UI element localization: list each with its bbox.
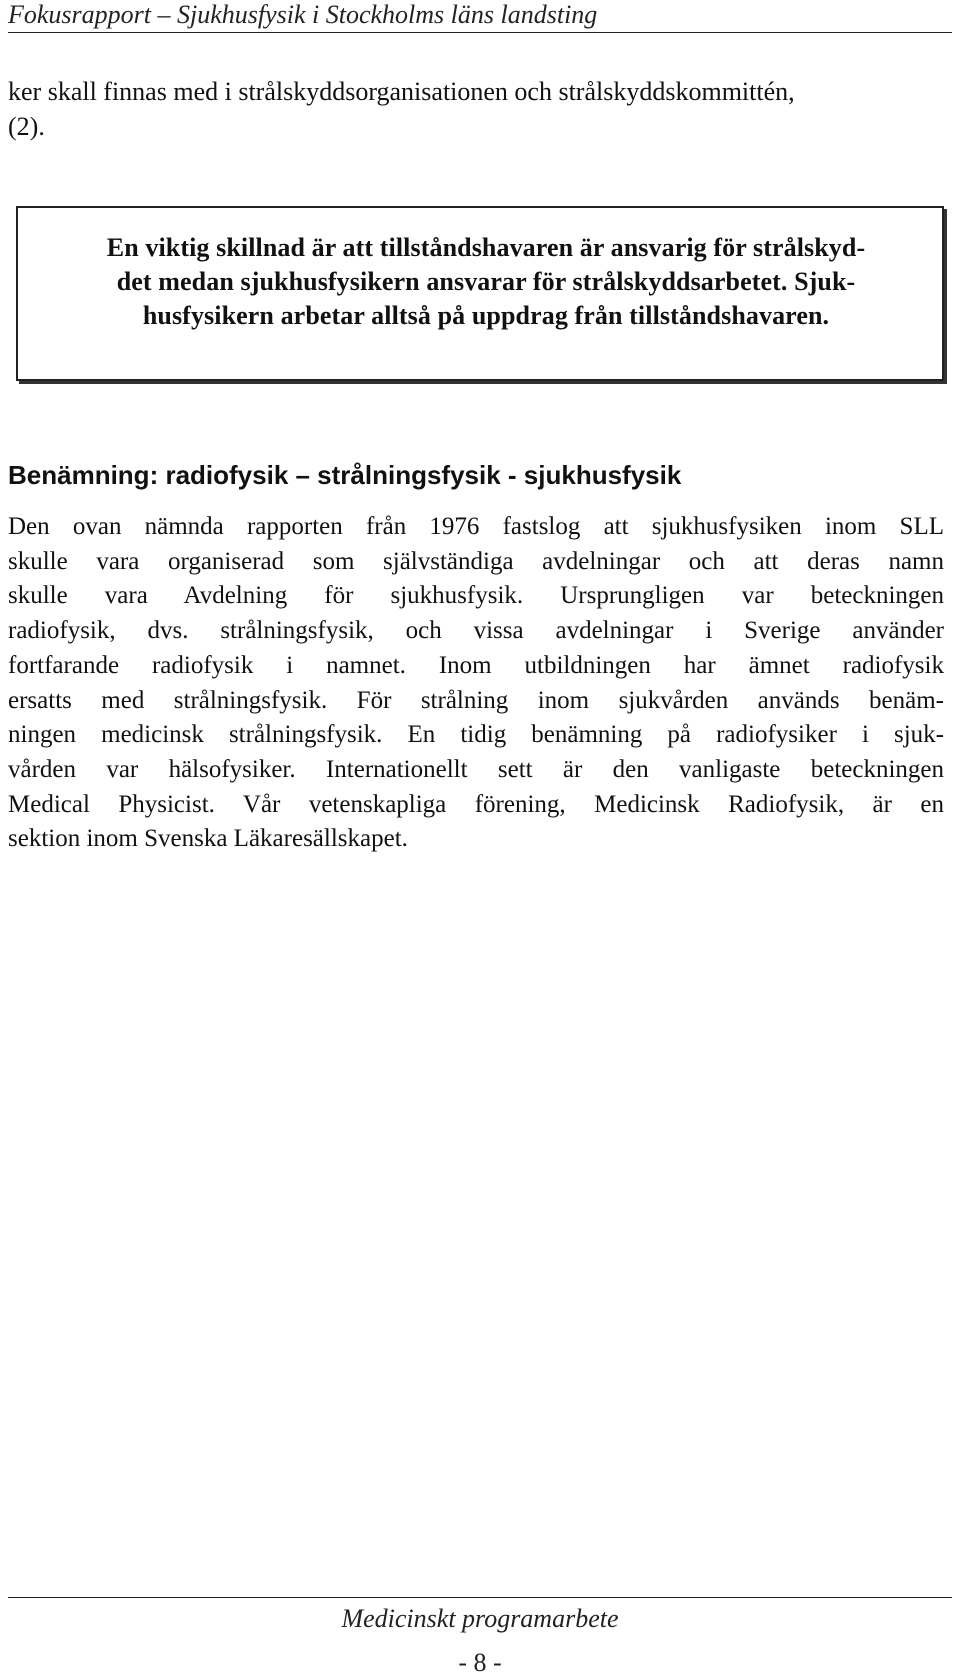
body-line-7: ningen medicinsk strålningsfysik. En tidig benämning på radiofysiker i sjuk-: [8, 721, 944, 749]
body-line-2: skulle vara organiserad som självständiga avdelningar och att deras namn: [8, 547, 944, 575]
body-line-10: sektion inom Svenska Läkaresällskapet.: [8, 825, 408, 853]
callout-line-2: det medan sjukhusfysikern ansvarar för strålskyddsarbetet. Sjuk-: [116, 267, 856, 296]
body-line-9: Medical Physicist. Vår vetenskapliga förening, Medicinsk Radiofysik, är en: [8, 790, 944, 818]
section-heading: Benämning: radiofysik – strålningsfysik - sjukhusfysik: [8, 460, 682, 490]
intro-line-2: (2).: [8, 112, 45, 141]
page-number: - 8 -: [458, 1648, 502, 1677]
section-body: [8, 510, 944, 857]
body-line-5: fortfarande radiofysik i namnet. Inom utbildningen har ämnet radiofysik: [8, 651, 944, 679]
footer-divider: [8, 1597, 952, 1598]
footer-title: Medicinskt programarbete: [341, 1604, 619, 1633]
callout-line-3: husfysikern arbetar alltså på uppdrag från tillståndshavaren.: [142, 301, 830, 330]
body-line-4: radiofysik, dvs. strålningsfysik, och vissa avdelningar i Sverige använder: [8, 617, 944, 645]
intro-line-1: ker skall finnas med i strålskyddsorganisationen och strålskyddskommittén,: [8, 77, 795, 106]
body-line-3: skulle vara Avdelning för sjukhusfysik. Ursprungligen var beteckningen: [8, 582, 944, 610]
callout-line-1: En viktig skillnad är att tillståndshavaren är ansvarig för strålskyd-: [106, 233, 866, 262]
callout-box: [16, 206, 944, 381]
header-title: Fokusrapport – Sjukhusfysik i Stockholms läns landsting: [8, 0, 598, 29]
body-line-6: ersatts med strålningsfysik. För strålning inom sjukvården används benäm-: [8, 686, 944, 714]
running-header: [8, 0, 952, 33]
body-line-8: vården var hälsofysiker. Internationellt sett är den vanligaste beteckningen: [8, 755, 944, 783]
body-line-1: Den ovan nämnda rapporten från 1976 fastslog att sjukhusfysiken inom SLL: [8, 513, 944, 540]
